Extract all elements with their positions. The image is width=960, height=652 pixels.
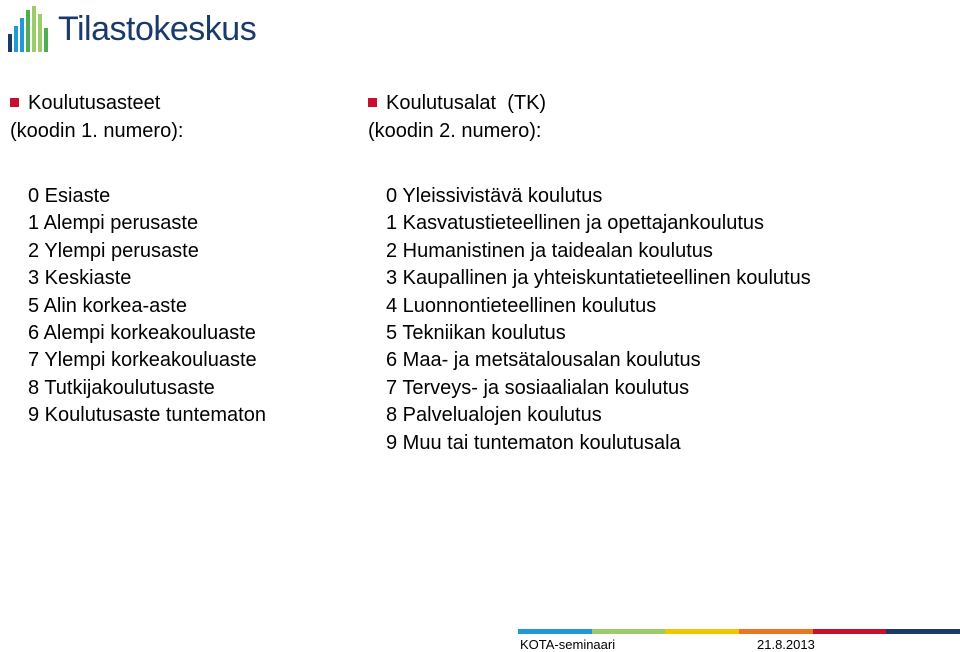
footer-bar-segment [739,629,813,634]
brand-name: Tilastokeskus [58,10,257,48]
left-heading-title: Koulutusasteet [28,92,161,114]
list-item: 8 Palvelualojen koulutus [386,404,602,427]
bullet-icon [368,98,377,107]
list-item: 7 Ylempi korkeakouluaste [28,349,257,372]
footer-bar-segment [886,629,960,634]
footer-bar-segment [813,629,887,634]
footer-bar-segment [665,629,739,634]
left-heading [10,90,183,145]
list-item: 0 Yleissivistävä koulutus [386,185,603,207]
education-field-list [386,183,811,457]
left-heading-line-1 [10,90,183,118]
right-heading [368,90,546,145]
list-item: 8 Tutkijakoulutusaste [28,376,215,399]
list-item: 9 Muu tai tuntematon koulutusala [386,431,681,454]
right-heading-subtitle: (koodin 2. numero): [368,119,542,142]
list-item: 5 Alin korkea-aste [28,294,187,317]
list-item: 2 Humanistinen ja taidealan koulutus [386,239,713,262]
list-item: 3 Keskiaste [28,267,132,290]
list-item: 6 Maa- ja metsätalousalan koulutus [386,349,701,372]
list-item: 1 Kasvatustieteellinen ja opettajankoulutus [386,212,765,235]
tilastokeskus-logo-icon [6,4,52,54]
right-heading-title: Koulutusalat (TK) [386,92,547,114]
list-item: 0 Esiaste [28,185,111,207]
list-item: 5 Tekniikan koulutus [386,322,566,345]
footer-date: 21.8.2013 [757,637,815,652]
list-item: 3 Kaupallinen ja yhteiskuntatieteellinen koulutus [386,267,811,290]
list-item: 2 Ylempi perusaste [28,239,199,262]
footer-bar-segment [592,629,666,634]
left-heading-subtitle: (koodin 1. numero): [10,119,184,142]
list-item: 6 Alempi korkeakouluaste [28,322,256,345]
footer-color-bar [518,629,960,634]
footer-event: KOTA-seminaari [520,637,616,652]
education-level-list [28,183,266,430]
list-item: 1 Alempi perusaste [28,212,199,235]
footer-bar-segment [518,629,592,634]
right-heading-line-1 [368,90,546,118]
bullet-icon [10,98,19,107]
list-item: 9 Koulutusaste tuntematon [28,404,266,427]
list-item: 7 Terveys- ja sosiaalialan koulutus [386,376,690,399]
list-item: 4 Luonnontieteellinen koulutus [386,294,657,317]
